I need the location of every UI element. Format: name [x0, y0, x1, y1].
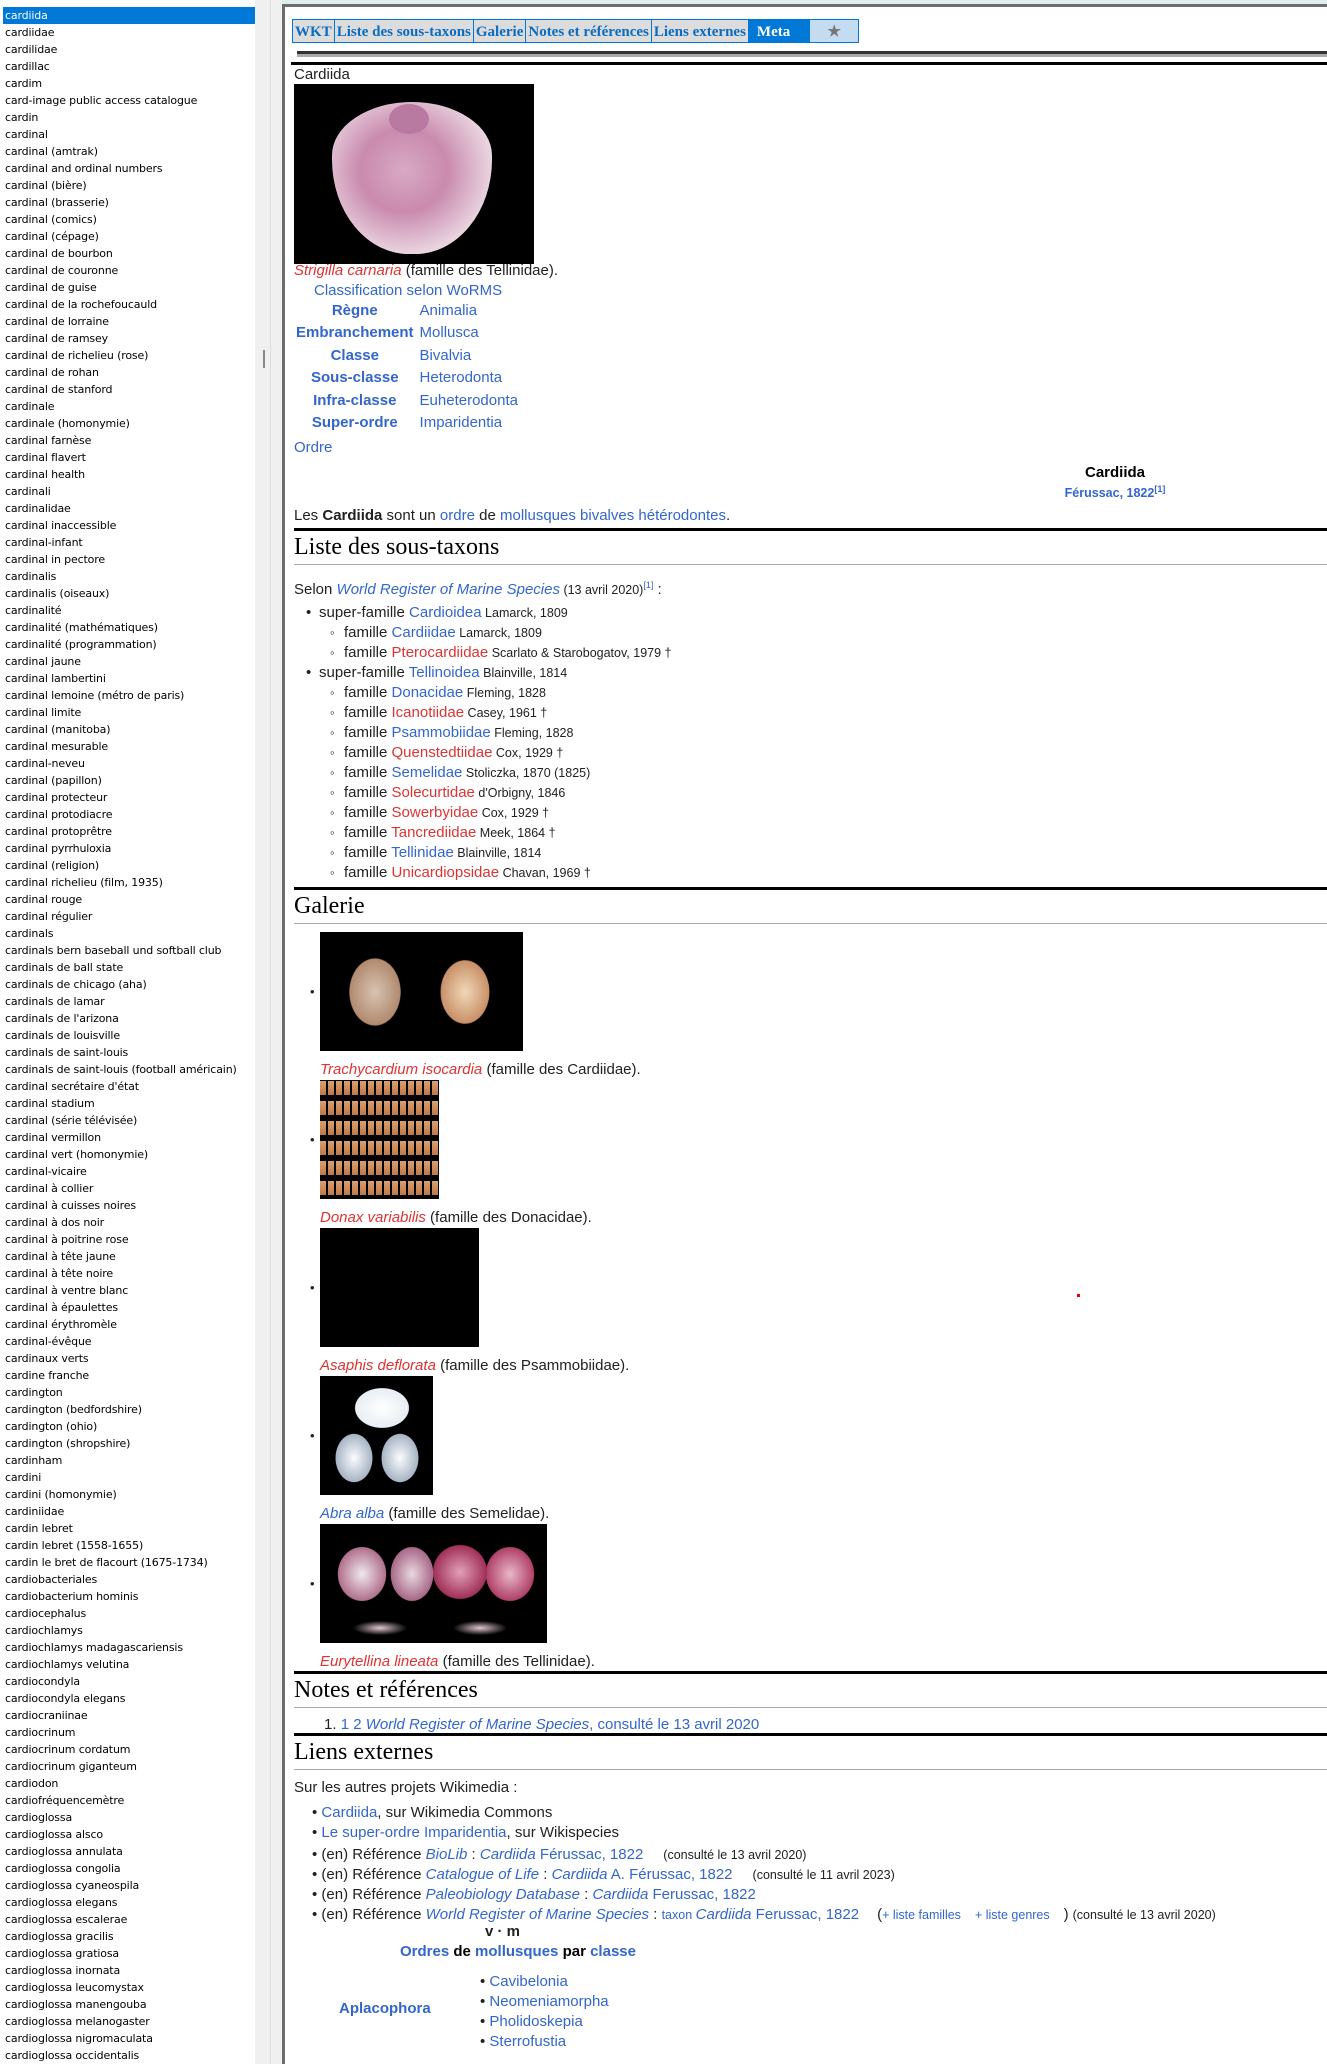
sidebar-item[interactable]: cardioglossa occidentalis [5, 2049, 140, 2062]
sidebar-item[interactable]: cardinal mesurable [5, 740, 108, 753]
gallery-caption: Abra alba (famille des Semelidae). [320, 1505, 550, 1522]
sidebar-item[interactable]: cardinalis (oiseaux) [5, 587, 110, 600]
subtaxon-item [294, 843, 671, 863]
sidebar-item[interactable]: cardinal à tête jaune [5, 1250, 116, 1263]
subtaxon-item [294, 863, 671, 883]
sidebar-item[interactable]: cardioglossa elegans [5, 1896, 118, 1909]
ref-1[interactable]: [1] [643, 580, 654, 590]
sidebar-item[interactable]: cardinal protoprêtre [5, 825, 112, 838]
liste-familles-link[interactable]: + liste familles [882, 1908, 961, 1922]
subtaxon-rank: famille [344, 724, 392, 741]
sidebar-item[interactable]: cardioglossa [5, 1811, 73, 1824]
sidebar-item[interactable]: cardinal de guise [5, 281, 97, 294]
tab-wkt[interactable]: WKT [293, 20, 335, 42]
subtaxon-rank: famille [344, 784, 392, 801]
sidebar-item[interactable]: cardinals de saint-louis (football américain) [5, 1063, 237, 1076]
mollusques-link[interactable]: mollusques bivalves hétérodontes [499, 507, 726, 524]
subtaxon-item [294, 743, 671, 763]
sidebar-item[interactable]: cardinals de chicago (aha) [5, 978, 147, 991]
taxon-name: Cardiida [1084, 464, 1145, 481]
gallery-image[interactable] [320, 1524, 547, 1643]
caption-text: (famille des Tellinidae). [401, 262, 559, 279]
sidebar-item[interactable]: cardinalité [5, 604, 62, 617]
access-date: (consulté le 13 avril 2020) [1072, 1908, 1216, 1922]
subtaxon-link[interactable]: Donacidae [391, 684, 464, 701]
sidebar-item[interactable]: cardinal-évêque [5, 1335, 92, 1348]
sidebar-item[interactable]: cardinal de stanford [5, 383, 113, 396]
sidebar-item[interactable]: cardiochlamys velutina [5, 1658, 130, 1671]
sidebar-item[interactable]: cardin le bret de flacourt (1675-1734) [5, 1556, 208, 1569]
sidebar-item[interactable]: cardinal pyrrhuloxia [5, 842, 112, 855]
taxobox-value[interactable]: Imparidentia [419, 414, 503, 432]
subtaxon-link[interactable]: Icanotiidae [391, 704, 465, 721]
taxobox-row [294, 367, 520, 390]
sidebar-item[interactable]: cardinal (religion) [5, 859, 100, 872]
gallery-species-link[interactable]: Asaphis deflorata [320, 1357, 436, 1374]
tabs-divider [297, 51, 1327, 57]
subtaxon-link[interactable]: Solecurtidae [391, 784, 475, 801]
sidebar-item[interactable]: cardin lebret [5, 1522, 73, 1535]
sidebar-item[interactable]: cardilidae [5, 43, 58, 56]
sidebar-item[interactable]: cardinal de bourbon [5, 247, 113, 260]
subtaxon-author: Fleming, 1828 [463, 686, 546, 700]
sidebar-item[interactable]: cardinal à cuisses noires [5, 1199, 136, 1212]
database-link[interactable]: BioLib [425, 1846, 468, 1863]
sidebar-item[interactable]: cardington [5, 1386, 63, 1399]
subtaxon-rank: famille [344, 844, 392, 861]
sidebar-item[interactable]: cardinale [5, 400, 55, 413]
sidebar-item[interactable]: cardinal in pectore [5, 553, 105, 566]
sidebar-item[interactable]: cardington (shropshire) [5, 1437, 131, 1450]
sidebar-item[interactable]: cardinal régulier [5, 910, 93, 923]
sidebar-item[interactable]: cardinal stadium [5, 1097, 95, 1110]
subtaxon-author: Stoliczka, 1870 (1825) [462, 766, 591, 780]
sidebar-item[interactable]: cardioglossa annulata [5, 1845, 123, 1858]
sidebar-item[interactable]: cardinal richelieu (film, 1935) [5, 876, 163, 889]
navbox-group-aplacophora[interactable]: Aplacophora [339, 2000, 431, 2017]
sidebar-item[interactable]: cardiochlamys madagascariensis [5, 1641, 183, 1654]
sidebar-item[interactable]: cardillac [5, 60, 50, 73]
heading-liens-externes: Liens externes [294, 1736, 1327, 1770]
tab-sous-taxons[interactable]: Liste des sous-taxons [335, 20, 474, 42]
sidebar-item[interactable]: cardington (bedfordshire) [5, 1403, 142, 1416]
tab-liens-externes[interactable]: Liens externes [652, 20, 749, 42]
reference-item: • (en) Référence Paleobiology Database : Cardiida Ferussac, 1822 [312, 1886, 756, 1903]
sidebar-item[interactable]: cardioglossa gratiosa [5, 1947, 120, 1960]
sidebar-item[interactable]: cardinal rouge [5, 893, 83, 906]
taxon-link[interactable]: Cardiida Ferussac, 1822 [592, 1886, 756, 1903]
subtaxon-item [294, 603, 671, 623]
subtaxon-item [294, 723, 671, 743]
star-icon[interactable]: ★ [810, 20, 858, 42]
sidebar-item[interactable]: cardine franche [5, 1369, 90, 1382]
sidebar-item[interactable]: cardiniidae [5, 1505, 65, 1518]
gallery-image[interactable] [320, 1080, 439, 1199]
classe-link[interactable]: classe [590, 1943, 636, 1960]
navbox-item: • Sterrofustia [480, 2033, 567, 2050]
sidebar-item[interactable]: cardinali [5, 485, 51, 498]
gallery-image[interactable] [320, 1376, 433, 1495]
subtaxon-rank: famille [344, 684, 392, 701]
heading-notes: Notes et références [294, 1674, 1327, 1708]
sidebar-item[interactable]: cardiobacteriales [5, 1573, 98, 1586]
sidebar-item[interactable]: cardioglossa escalerae [5, 1913, 128, 1926]
sidebar-item[interactable]: cardinal-infant [5, 536, 83, 549]
sidebar-item[interactable]: cardinal de rohan [5, 366, 99, 379]
sidebar-item[interactable]: cardinal (cépage) [5, 230, 99, 243]
sidebar-item[interactable]: cardinaux verts [5, 1352, 89, 1365]
sidebar-item[interactable]: cardinalité (mathématiques) [5, 621, 158, 634]
taxobox-rank[interactable]: Règne [331, 301, 378, 319]
sidebar-item[interactable]: cardiocondyla [5, 1675, 80, 1688]
sidebar-scrollbar-thumb[interactable] [263, 350, 265, 368]
navbox-link[interactable]: Cavibelonia [489, 1973, 568, 1990]
mollusques-nav-link[interactable]: mollusques [475, 1943, 559, 1960]
subtaxa-intro: Selon World Register of Marine Species (13 avril 2020)[1] : [294, 580, 662, 598]
sidebar-item[interactable]: cardinal-neveu [5, 757, 85, 770]
sidebar-item[interactable]: cardioglossa congolia [5, 1862, 121, 1875]
sidebar-item[interactable]: cardini (homonymie) [5, 1488, 117, 1501]
subtaxon-rank: famille [344, 704, 392, 721]
sidebar-item[interactable]: cardinale (homonymie) [5, 417, 130, 430]
subtaxon-item [294, 763, 671, 783]
sidebar-item[interactable]: cardinalité (programmation) [5, 638, 157, 651]
subtaxon-rank: famille [344, 644, 392, 661]
subtaxon-rank: famille [344, 624, 392, 641]
sidebar-item[interactable]: cardinal érythromèle [5, 1318, 117, 1331]
sidebar-item[interactable]: cardinal (comics) [5, 213, 97, 226]
subtaxon-item [294, 623, 671, 643]
gallery-species-link[interactable]: Eurytellina lineata [320, 1653, 439, 1670]
ref-backlinks[interactable]: 1 2 [340, 1716, 362, 1733]
sidebar-item[interactable]: cardinals [5, 927, 54, 940]
database-link[interactable]: World Register of Marine Species [425, 1906, 650, 1923]
gallery-species-link[interactable]: Donax variabilis [320, 1209, 426, 1226]
gallery-caption: Donax variabilis (famille des Donacidae). [320, 1209, 592, 1226]
taxobox-value[interactable]: Bivalvia [419, 346, 472, 364]
navbox-link[interactable]: Pholidoskepia [489, 2013, 583, 2030]
sidebar-item[interactable]: cardinal vermillon [5, 1131, 101, 1144]
tab-galerie[interactable]: Galerie [474, 20, 526, 42]
sidebar-item[interactable]: cardiocrinum cordatum [5, 1743, 131, 1756]
caption-species-link[interactable]: Strigilla carnaria [294, 262, 402, 279]
sidebar-item[interactable]: cardin [5, 111, 39, 124]
sidebar-item[interactable]: cardinal-vicaire [5, 1165, 87, 1178]
taxobox-value[interactable]: Euheterodonta [419, 391, 518, 409]
navbox-item: • Neomeniamorpha [480, 1993, 609, 2010]
subtaxon-author: Blainville, 1814 [479, 666, 568, 680]
sidebar-item[interactable]: cardioglossa gracilis [5, 1930, 114, 1943]
sidebar-item[interactable]: cardiodon [5, 1777, 59, 1790]
subtaxon-link[interactable]: Cardioidea [409, 604, 482, 621]
sidebar-item[interactable]: cardioglossa leucomystax [5, 1981, 144, 1994]
subtaxon-item [294, 803, 671, 823]
subtaxon-link[interactable]: Quenstedtiidae [391, 744, 493, 761]
sidebar-item[interactable]: cardiocraniinae [5, 1709, 88, 1722]
classification-title[interactable]: Classification selon WoRMS [314, 282, 503, 299]
sidebar-item[interactable]: cardim [5, 77, 42, 90]
heading-galerie: Galerie [294, 890, 1327, 924]
sidebar-item[interactable]: cardinal and ordinal numbers [5, 162, 163, 175]
taxon-link[interactable]: Cardiida A. Férussac, 1822 [551, 1866, 733, 1883]
sidebar-item[interactable]: cardiobacterium hominis [5, 1590, 139, 1603]
subtaxon-author: Casey, 1961 † [464, 706, 548, 720]
taxobox-rank[interactable]: Embranchement [296, 324, 414, 342]
navbox-list [480, 1973, 609, 2053]
reference-1: 1. 1 2 World Register of Marine Species, consulté le 13 avril 2020 [324, 1716, 760, 1733]
subtaxon-item [294, 683, 671, 703]
search-results-list[interactable] [0, 0, 270, 2064]
taxobox-rank[interactable]: Sous-classe [311, 369, 399, 387]
sidebar-item[interactable]: cardinal secrétaire d'état [5, 1080, 139, 1093]
tab-notes[interactable]: Notes et références [526, 20, 651, 42]
sidebar-scrollbar[interactable] [255, 0, 270, 2064]
sidebar-item[interactable]: cardinal de lorraine [5, 315, 109, 328]
subtaxon-link[interactable]: Sowerbyidae [391, 804, 479, 821]
reference-item: • (en) Référence BioLib : Cardiida Férussac, 1822 (consulté le 13 avril 2020) [312, 1846, 807, 1863]
taxon-link[interactable]: Cardiida Férussac, 1822 [479, 1846, 644, 1863]
sidebar-item[interactable]: cardinal de ramsey [5, 332, 108, 345]
reference-item: • (en) Référence World Register of Marine Species : taxon Cardiida Ferussac, 1822 (+ liste familles + liste genres ) (consulté le 13 avril 2020) [312, 1906, 1216, 1923]
gallery-bullet: • [310, 1427, 315, 1443]
gallery-image[interactable] [320, 1228, 479, 1347]
subtaxon-link[interactable]: Psammobiidae [391, 724, 491, 741]
subtaxon-author: Fleming, 1828 [490, 726, 574, 740]
subtaxon-author: Lamarck, 1809 [455, 626, 542, 640]
sidebar-item[interactable]: cardiidae [5, 26, 55, 39]
subtaxon-author: Scarlato & Starobogatov, 1979 † [488, 646, 672, 660]
gallery-bullet: • [310, 1131, 315, 1147]
subtaxon-item [294, 703, 671, 723]
ref-source-rest[interactable]: , consulté le 13 avril 2020 [589, 1716, 760, 1733]
sidebar-item[interactable]: cardinal (brasserie) [5, 196, 109, 209]
sidebar-item[interactable]: cardinal à poitrine rose [5, 1233, 129, 1246]
subtaxon-link[interactable]: Semelidae [391, 764, 463, 781]
external-intro: Sur les autres projets Wikimedia : [294, 1779, 518, 1796]
taxobox-row [294, 299, 520, 322]
sidebar-item[interactable]: cardington (ohio) [5, 1420, 98, 1433]
taxobox-row [294, 389, 520, 412]
sidebar-item[interactable]: cardinal vert (homonymie) [5, 1148, 149, 1161]
taxobox-value[interactable]: Mollusca [419, 324, 479, 342]
sidebar-item[interactable]: cardinal à ventre blanc [5, 1284, 129, 1297]
content-divider [291, 62, 1327, 65]
gallery-bullet: • [310, 1575, 315, 1591]
access-date: (consulté le 13 avril 2020) [663, 1848, 807, 1862]
sidebar-item[interactable]: cardinal jaune [5, 655, 81, 668]
pane-splitter[interactable] [270, 0, 282, 2064]
sidebar-item[interactable]: cardiida [3, 7, 255, 24]
taxon-author [1035, 484, 1195, 500]
sidebar-item[interactable]: cardinal (amtrak) [5, 145, 98, 158]
subtaxon-link[interactable]: Tellinoidea [408, 664, 480, 681]
sidebar-item[interactable]: cardinal lemoine (métro de paris) [5, 689, 185, 702]
subtaxon-rank: famille [344, 744, 392, 761]
section-tabs [292, 19, 859, 43]
sidebar-item[interactable]: cardiocrinum [5, 1726, 76, 1739]
database-link[interactable]: Paleobiology Database [425, 1886, 580, 1903]
sidebar-item[interactable]: cardiofréquencemètre [5, 1794, 125, 1807]
sidebar-item[interactable]: cardinals de louisville [5, 1029, 120, 1042]
sidebar-item[interactable]: cardinal de la rochefoucauld [5, 298, 157, 311]
subtaxon-author: Chavan, 1969 † [499, 866, 591, 880]
taxobox-table [294, 299, 520, 434]
subtaxon-author: d'Orbigny, 1846 [474, 786, 566, 800]
subtaxon-item [294, 663, 671, 683]
heading-sous-taxons: Liste des sous-taxons [294, 531, 1327, 565]
red-dot [1077, 1294, 1080, 1297]
sidebar-item[interactable]: cardinalidae [5, 502, 71, 515]
gallery-caption: Trachycardium isocardia (famille des Cardiidae). [320, 1061, 641, 1078]
sidebar-item[interactable]: cardinals de saint-louis [5, 1046, 129, 1059]
sidebar-item[interactable]: card-image public access catalogue [5, 94, 198, 107]
sidebar-item[interactable]: cardiochlamys [5, 1624, 83, 1637]
sidebar-item[interactable]: cardioglossa melanogaster [5, 2015, 150, 2028]
sidebar-item[interactable]: cardinal (bière) [5, 179, 87, 192]
taxobox-rank[interactable]: Classe [330, 346, 379, 364]
intro-paragraph: Les Cardiida sont un ordre de mollusques bivalves hétérodontes. [294, 507, 731, 524]
taxon-link[interactable]: taxon Cardiida Ferussac, 1822 [661, 1906, 860, 1923]
subtaxon-author: Cox, 1929 † [492, 746, 564, 760]
subtaxon-link[interactable]: Cardiidae [391, 624, 456, 641]
taxobox-rank[interactable]: Infra-classe [313, 391, 397, 409]
ordre-link[interactable]: Ordre [294, 439, 333, 456]
article-title: Cardiida [294, 66, 350, 83]
subtaxon-link[interactable]: Tancrediidae [391, 824, 477, 841]
sidebar-item[interactable]: cardinals de ball state [5, 961, 124, 974]
sidebar-item[interactable]: cardini [5, 1471, 42, 1484]
sidebar-item[interactable]: cardioglossa inornata [5, 1964, 121, 1977]
image-caption [294, 262, 558, 279]
subtaxon-link[interactable]: Unicardiopsidae [391, 864, 500, 881]
sidebar-item[interactable]: cardinal flavert [5, 451, 86, 464]
sidebar-item[interactable]: cardiocrinum giganteum [5, 1760, 137, 1773]
ref-1[interactable]: [1] [1154, 484, 1166, 494]
sidebar-item[interactable]: cardinal inaccessible [5, 519, 117, 532]
subtaxon-item [294, 643, 671, 663]
sidebar-item[interactable]: cardinal à tête noire [5, 1267, 113, 1280]
access-date: (consulté le 11 avril 2023) [752, 1868, 895, 1882]
sidebar-item[interactable]: cardinal de richelieu (rose) [5, 349, 149, 362]
navbox-item: • Pholidoskepia [480, 2013, 583, 2030]
sidebar-item[interactable]: cardinal lambertini [5, 672, 106, 685]
subtaxon-author: Meek, 1864 † [476, 826, 556, 840]
taxobox-row [294, 344, 520, 367]
gallery-species-link[interactable]: Abra alba [320, 1505, 385, 1522]
gallery-image[interactable] [320, 932, 523, 1051]
taxobox-row [294, 412, 520, 435]
subtaxon-rank: famille [344, 764, 392, 781]
sidebar-item[interactable]: cardinals de l'arizona [5, 1012, 119, 1025]
subtaxon-link[interactable]: Tellinidae [391, 844, 454, 861]
taxobox-value[interactable]: Heterodonta [419, 369, 503, 387]
taxobox-value[interactable]: Animalia [419, 301, 478, 319]
navbox-link[interactable]: Sterrofustia [489, 2033, 567, 2050]
sidebar-item[interactable]: cardinal health [5, 468, 85, 481]
ordres-link[interactable]: Ordres [400, 1943, 450, 1960]
subtaxon-item [294, 783, 671, 803]
sidebar-item[interactable]: cardinal à collier [5, 1182, 94, 1195]
commons-link[interactable]: Cardiida [321, 1804, 378, 1821]
navbox-item: • Cavibelonia [480, 1973, 568, 1990]
sidebar-item[interactable]: cardinal protodiacre [5, 808, 113, 821]
taxobox-image [294, 84, 534, 264]
taxobox-rank[interactable]: Super-ordre [311, 414, 398, 432]
subtaxon-rank: famille [344, 864, 392, 881]
navbox-title: Ordres de mollusques par classe [400, 1943, 636, 1960]
subtaxa-list [294, 603, 671, 883]
sidebar-item[interactable]: cardinal (papillon) [5, 774, 102, 787]
sidebar-item[interactable]: cardinal limite [5, 706, 82, 719]
sidebar-item[interactable]: cardinal (manitoba) [5, 723, 111, 736]
gallery-species-link[interactable]: Trachycardium isocardia [320, 1061, 483, 1078]
sidebar-item[interactable]: cardioglossa nigromaculata [5, 2032, 153, 2045]
sidebar-item[interactable]: cardinal de couronne [5, 264, 119, 277]
article-pane [282, 4, 1327, 2064]
database-link[interactable]: Catalogue of Life [425, 1866, 540, 1883]
list-item: • Cardiida, sur Wikimedia Commons [312, 1804, 553, 1821]
subtaxon-item [294, 823, 671, 843]
subtaxon-rank: famille [344, 824, 392, 841]
navbox-link[interactable]: Neomeniamorpha [489, 1993, 609, 2010]
sidebar-item[interactable]: cardin lebret (1558-1655) [5, 1539, 144, 1552]
sidebar-item[interactable]: cardinal à dos noir [5, 1216, 105, 1229]
sidebar-item[interactable]: cardinalis [5, 570, 57, 583]
sidebar-item[interactable]: cardinal (série télévisée) [5, 1114, 138, 1127]
sidebar-item[interactable]: cardinals de lamar [5, 995, 105, 1008]
sidebar-item[interactable]: cardinal [5, 128, 48, 141]
sidebar-item[interactable]: cardinal à épaulettes [5, 1301, 118, 1314]
gallery-bullet: • [310, 1279, 315, 1295]
ordre-inline-link[interactable]: ordre [439, 507, 475, 524]
sidebar-item[interactable]: cardinham [5, 1454, 63, 1467]
sidebar-item[interactable]: cardioglossa manengouba [5, 1998, 147, 2011]
sidebar-item[interactable]: cardioglossa cyaneospila [5, 1879, 140, 1892]
gallery-bullet: • [310, 983, 315, 999]
tab-meta[interactable]: Meta [749, 20, 810, 42]
subtaxon-rank: famille [344, 804, 392, 821]
sidebar-item[interactable]: cardinals bern baseball und softball club [5, 944, 222, 957]
liste-genres-link[interactable]: + liste genres [974, 1908, 1050, 1922]
reference-item: • (en) Référence Catalogue of Life : Cardiida A. Férussac, 1822 (consulté le 11 avril 2023) [312, 1866, 895, 1883]
subtaxon-author: Blainville, 1814 [453, 846, 542, 860]
taxobox-row [294, 322, 520, 345]
subtaxon-author: Lamarck, 1809 [481, 606, 568, 620]
sidebar-item[interactable]: cardinal protecteur [5, 791, 108, 804]
ref-source-link[interactable]: World Register of Marine Species [365, 1716, 590, 1733]
sidebar-item[interactable]: cardinal farnèse [5, 434, 92, 447]
worms-link[interactable]: World Register of Marine Species [336, 581, 560, 598]
wikispecies-link[interactable]: Le super-ordre Imparidentia [321, 1824, 507, 1841]
subtaxon-rank: super-famille [319, 664, 409, 681]
subtaxon-rank: super-famille [319, 604, 410, 621]
gallery-caption: Asaphis deflorata (famille des Psammobiidae). [320, 1357, 630, 1374]
sidebar-item[interactable]: cardiocondyla elegans [5, 1692, 126, 1705]
sidebar-item[interactable]: cardioglossa alsco [5, 1828, 103, 1841]
sidebar-item[interactable]: cardiocephalus [5, 1607, 87, 1620]
taxon-author-link[interactable]: Férussac, 1822 [1064, 486, 1155, 501]
navbox-vm[interactable]: v · m [485, 1923, 521, 1940]
subtaxon-link[interactable]: Pterocardiidae [391, 644, 489, 661]
subtaxon-author: Cox, 1929 † [478, 806, 550, 820]
list-item: • Le super-ordre Imparidentia, sur Wikispecies [312, 1824, 620, 1841]
gallery-caption: Eurytellina lineata (famille des Tellinidae). [320, 1653, 595, 1670]
